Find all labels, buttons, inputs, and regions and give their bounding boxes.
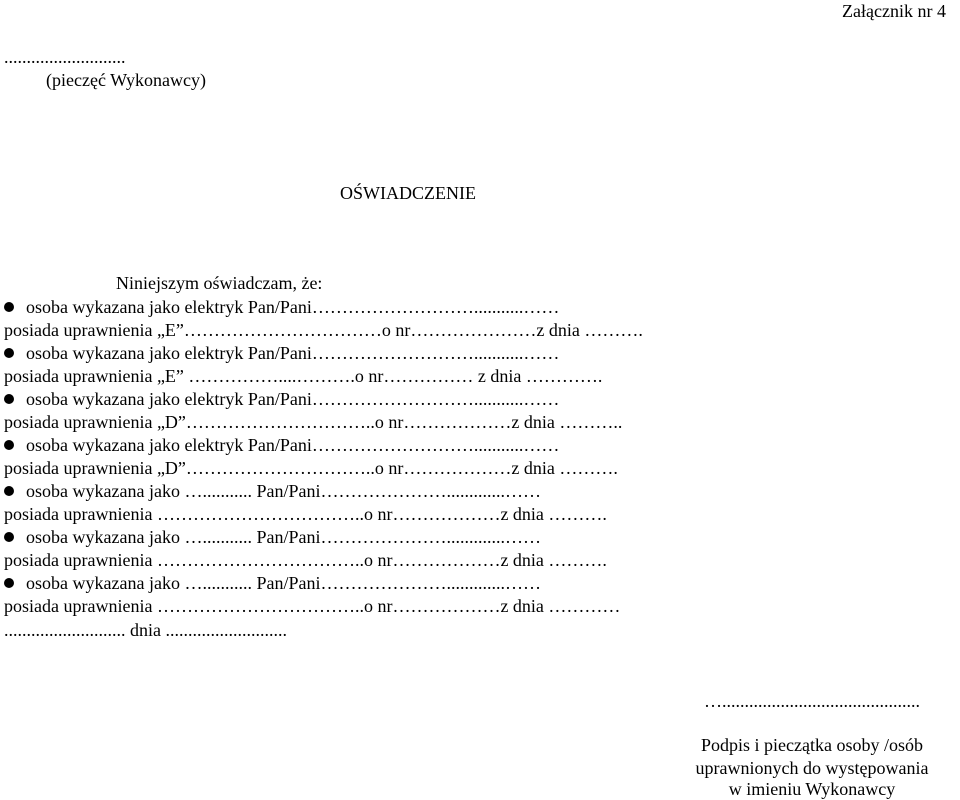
entry-6-qualification: posiada uprawnienia ……………………………..o nr………………z dnia ………. — [4, 550, 607, 570]
entry-3-person — [4, 388, 559, 410]
entry-2-qualification: posiada uprawnienia „E” ……………....……….o nr…………… z dnia …………. — [4, 366, 603, 386]
entry-5-person — [4, 480, 541, 502]
entry-2-person — [4, 342, 559, 364]
entry-4-qualification: posiada uprawnienia „D”…………………………..o nr………………z dnia ………. — [4, 458, 618, 478]
bullet-icon — [4, 348, 14, 358]
stamp-dots: ........................... — [4, 47, 126, 67]
entry-person-text: osoba wykazana jako …........... Pan/Pani………………….............…… — [26, 481, 541, 501]
bullet-icon — [4, 440, 14, 450]
entry-6-person — [4, 526, 541, 548]
bullet-icon — [4, 302, 14, 312]
intro-text: Niniejszym oświadczam, że: — [116, 273, 323, 293]
bullet-icon — [4, 578, 14, 588]
entry-1-qualification: posiada uprawnienia „E”……………………………o nr…………………z dnia ………. — [4, 320, 643, 340]
entry-person-text: osoba wykazana jako …........... Pan/Pani………………….............…… — [26, 527, 541, 547]
entry-person-text: osoba wykazana jako elektryk Pan/Pani………………………...........…… — [26, 343, 560, 363]
signature-caption-line-3: w imieniu Wykonawcy — [728, 779, 896, 799]
entry-7-qualification: posiada uprawnienia ……………………………..o nr………………z dnia ………… — [4, 596, 621, 616]
entry-5-qualification: posiada uprawnienia ……………………………..o nr………………z dnia ………. — [4, 504, 607, 524]
date-line: ........................... dnia ........................... — [4, 620, 287, 640]
annex-number: Załącznik nr 4 — [842, 1, 946, 21]
signature-dots: …............................................ — [704, 691, 920, 711]
entry-3-qualification: posiada uprawnienia „D”…………………………..o nr………………z dnia ……….. — [4, 412, 623, 432]
entry-1-person — [4, 296, 559, 318]
entry-4-person — [4, 434, 559, 456]
bullet-icon — [4, 486, 14, 496]
entry-person-text: osoba wykazana jako …........... Pan/Pani………………….............…… — [26, 573, 541, 593]
entry-person-text: osoba wykazana jako elektryk Pan/Pani………………………...........…… — [26, 435, 560, 455]
entry-person-text: osoba wykazana jako elektryk Pan/Pani………………………...........…… — [26, 297, 560, 317]
bullet-icon — [4, 394, 14, 404]
entry-person-text: osoba wykazana jako elektryk Pan/Pani………………………...........…… — [26, 389, 560, 409]
stamp-label: (pieczęć Wykonawcy) — [46, 70, 206, 90]
signature-caption-line-1: Podpis i pieczątka osoby /osób — [701, 735, 923, 755]
signature-caption-line-2: uprawnionych do występowania — [695, 758, 929, 778]
bullet-icon — [4, 532, 14, 542]
entry-7-person — [4, 572, 541, 594]
document-title: OŚWIADCZENIE — [340, 183, 476, 203]
